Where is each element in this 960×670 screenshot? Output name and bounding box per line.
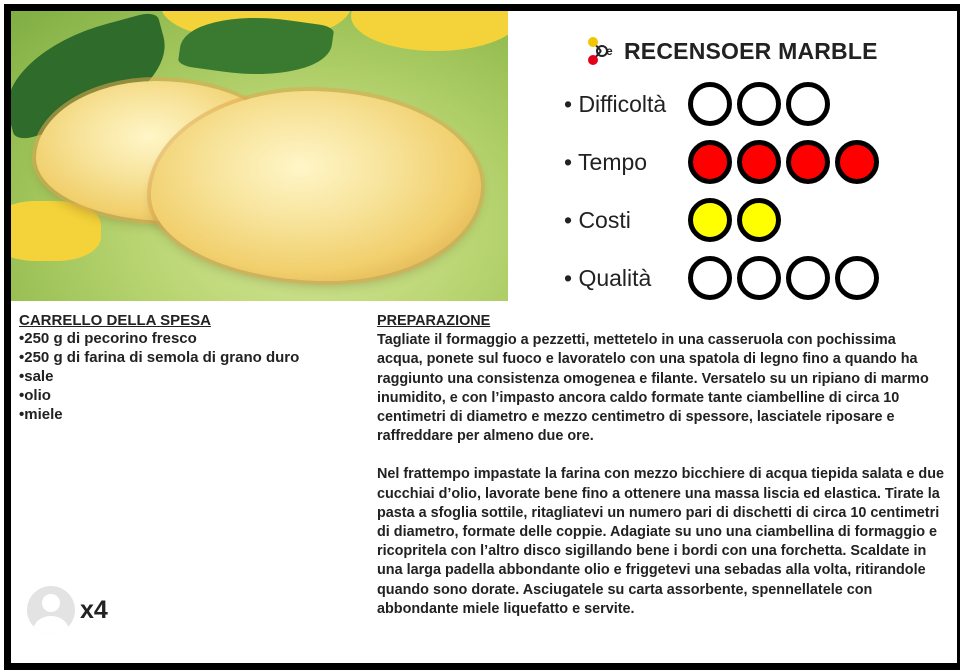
rating-row-qualita — [564, 256, 884, 300]
rating-dot-empty — [737, 82, 781, 126]
brand-title: RECENSOER MARBLE — [624, 37, 878, 64]
rating-dot-filled — [835, 140, 879, 184]
rating-dot-filled — [786, 140, 830, 184]
rating-dot-filled — [737, 198, 781, 242]
ingredient-item: •250 g di farina di semola di grano duro — [19, 349, 300, 366]
rating-dots — [688, 198, 786, 242]
ingredient-item: •sale — [19, 368, 54, 385]
rating-dots — [688, 82, 835, 126]
pastry-image — [151, 91, 481, 281]
rating-dot-empty — [786, 256, 830, 300]
ingredient-item: •250 g di pecorino fresco — [19, 330, 197, 347]
rating-dot-empty — [786, 82, 830, 126]
rating-dots — [688, 140, 884, 184]
rating-dots — [688, 256, 884, 300]
recipe-photo — [11, 11, 508, 301]
lemon-slice — [11, 201, 101, 261]
rating-label: • Costi — [564, 206, 631, 233]
rating-dot-empty — [688, 256, 732, 300]
rating-row-costi — [564, 198, 786, 242]
shopping-heading: CARRELLO DELLA SPESA — [19, 312, 211, 329]
rating-label: • Qualità — [564, 264, 652, 291]
rating-dot-empty — [737, 256, 781, 300]
servings — [27, 586, 108, 634]
recipe-card — [4, 4, 960, 670]
preparation-heading: PREPARAZIONE — [377, 313, 491, 329]
rating-dot-filled — [688, 198, 732, 242]
preparation-section — [377, 312, 945, 638]
rating-dot-empty — [835, 256, 879, 300]
rating-dot-empty — [688, 82, 732, 126]
lemon-decoration — [351, 11, 508, 51]
svg-text:e: e — [606, 44, 613, 58]
preparation-paragraph: Tagliate il formaggio a pezzetti, mettetelo in una casseruola con pochissima acqua, ponete sul fuoco e lavoratelo con una spatola di legno fino a quando ha raggiunto una consistenza omogenea e filante. Versatelo su un ripiano di marmo inumidito, e con l’impasto ancora caldo formate tante ciambelline di circa 10 centimetri di diametro e mezzo centimetro di spessore, lasciatele riposare e raffreddare per almeno due ore. — [377, 332, 929, 445]
rating-label: • Tempo — [564, 148, 648, 175]
brand-header — [586, 33, 878, 69]
ingredient-item: •olio — [19, 387, 51, 404]
ingredient-item: •miele — [19, 406, 63, 423]
rating-dot-filled — [688, 140, 732, 184]
molecule-dots-logo-icon — [586, 35, 616, 67]
preparation-paragraph: Nel frattempo impastate la farina con mezzo bicchiere di acqua tiepida salata e due cucchiai d’olio, lavorate bene fino a ottenere una massa liscia ed elastica. Tirate la pasta a sfoglia sottile, ritagliatevi un numero pari di dischetti di circa 10 centimetri di diametro, formate delle coppie. Adagiate su uno una ciambellina di formaggio e ricopritela con l’altro disco sigillando bene i bordi con una forchetta. Scaldate in una larga padella abbondante olio e friggetevi una sebadas alla volta, ritirandole quando sono dorate. Asciugatele su carta assorbente, spennellatele con abbondante miele liquefatto e servite. — [377, 466, 945, 617]
rating-label: • Difficoltà — [564, 90, 667, 117]
rating-dot-filled — [737, 140, 781, 184]
servings-count: x4 — [80, 595, 108, 624]
ingredient-list — [19, 329, 359, 424]
rating-row-tempo — [564, 140, 884, 184]
user-avatar-icon — [27, 586, 75, 634]
rating-row-difficolta — [564, 82, 835, 126]
shopping-list — [19, 312, 359, 424]
